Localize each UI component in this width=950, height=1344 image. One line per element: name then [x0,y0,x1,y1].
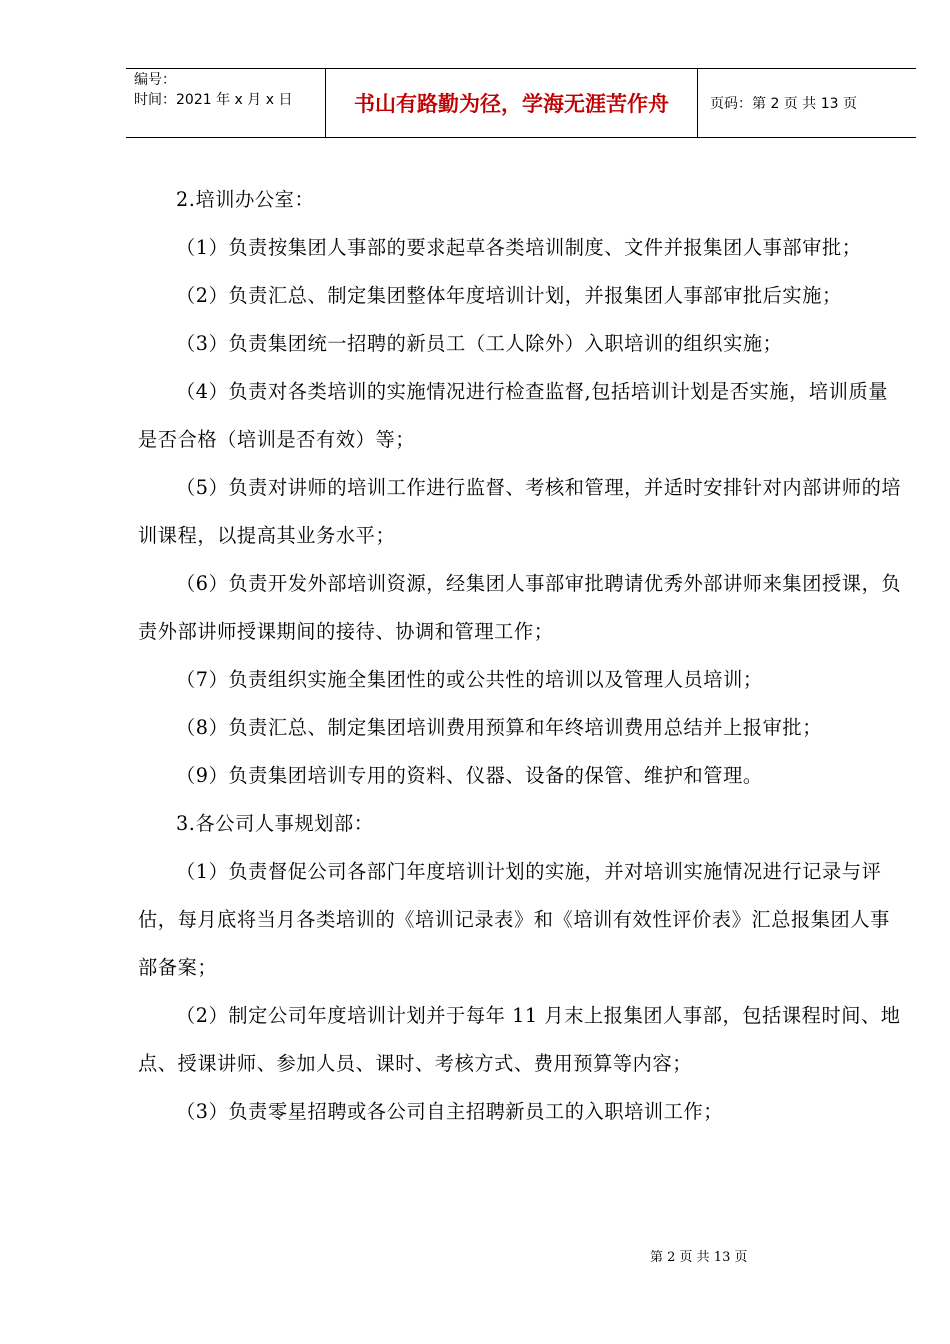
header-page-cell [698,69,916,137]
page-header [126,68,916,138]
document-number-label: 编号： [134,72,176,88]
paragraph: （2）负责汇总、制定集团整体年度培训计划，并报集团人事部审批后实施； [176,284,842,307]
motto-text: 书山有路勤为径，学海无涯苦作舟 [354,92,669,116]
header-page-info: 页码：第 2 页 共 13 页 [710,96,857,112]
section-heading-hr-planning: 3.各公司人事规划部： [176,812,374,835]
paragraph: （1）负责督促公司各部门年度培训计划的实施，并对培训实施情况进行记录与评估，每月底将当月各类培训的《培训记录表》和《培训有效性评价表》汇总报集团人事部备案； [138,860,890,979]
paragraph: （1）负责按集团人事部的要求起草各类培训制度、文件并报集团人事部审批； [176,236,862,259]
paragraph: （3）负责集团统一招聘的新员工（工人除外）入职培训的组织实施； [176,332,783,355]
paragraph: （6）负责开发外部培训资源，经集团人事部审批聘请优秀外部讲师来集团授课，负责外部讲师授课期间的接待、协调和管理工作； [138,572,902,643]
paragraph: （4）负责对各类培训的实施情况进行检查监督,包括培训计划是否实施，培训质量是否合格（培训是否有效）等； [138,380,889,451]
paragraph: （9）负责集团培训专用的资料、仪器、设备的保管、维护和管理。 [176,764,763,787]
page-footer: 第 2 页 共 13 页 [650,1250,748,1265]
paragraph: （5）负责对讲师的培训工作进行监督、考核和管理，并适时安排针对内部讲师的培训课程，以提高其业务水平； [138,476,902,547]
header-motto-cell [326,69,698,137]
paragraph: （3）负责零星招聘或各公司自主招聘新员工的入职培训工作； [176,1100,724,1123]
paragraph: （7）负责组织实施全集团性的或公共性的培训以及管理人员培训； [176,668,763,691]
section-heading-training-office: 2.培训办公室： [176,188,315,211]
document-time-label: 时间：2021 年 x 月 x 日 [134,92,293,108]
document-body [138,176,906,1136]
paragraph: （8）负责汇总、制定集团培训费用预算和年终培训费用总结并上报审批； [176,716,823,739]
header-left-cell [126,69,326,137]
paragraph: （2）制定公司年度培训计划并于每年 11 月末上报集团人事部，包括课程时间、地点、授课讲师、参加人员、课时、考核方式、费用预算等内容； [138,1004,901,1075]
